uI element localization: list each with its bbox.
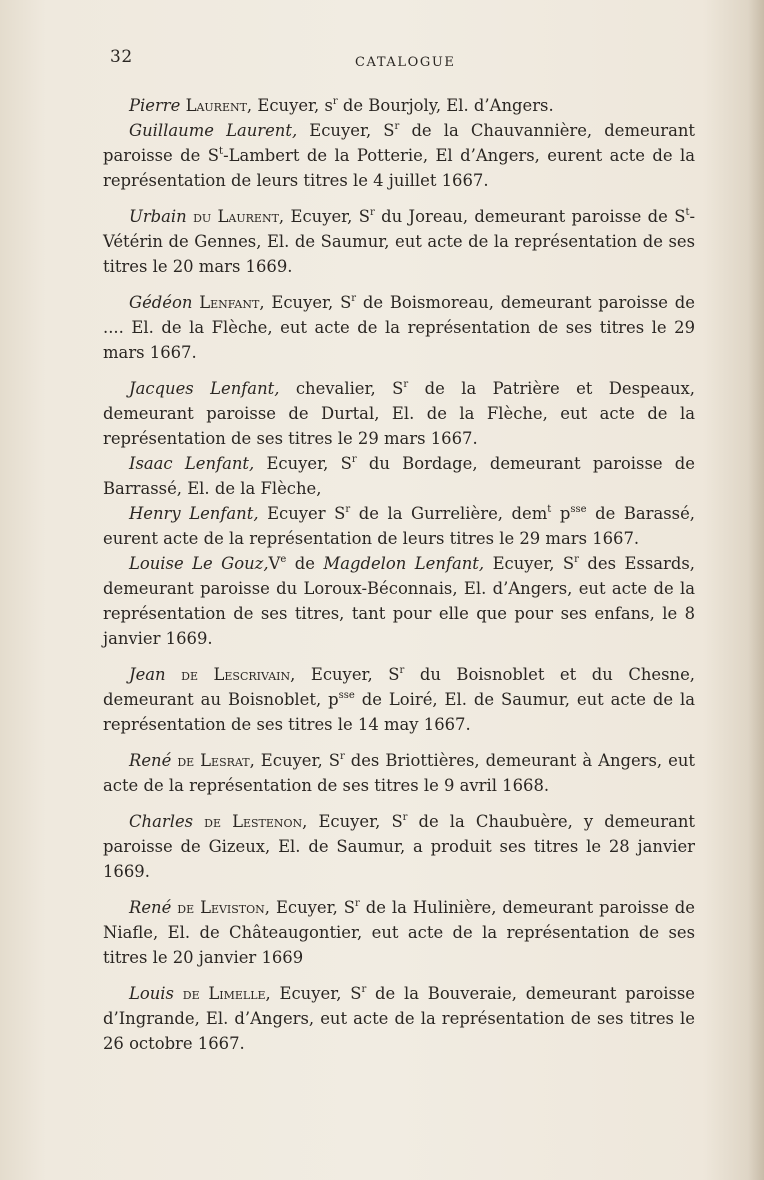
abbrev-sup: r [332, 96, 338, 107]
entry-text: de la Chaubuère, y demeurant paroisse de Gizeux, El. de Saumur, a produit ses titres le 28 janvier 1669. [103, 812, 695, 881]
entry-text: de [286, 554, 324, 573]
abbrev-sup: r [394, 121, 400, 132]
abbrev-sup: r [351, 454, 357, 465]
entry-text: de la Hulinière, demeurant paroisse de Niafle, El. de Châteaugontier, eut acte de la représentation de ses titres le 20 janvier 1669 [103, 898, 695, 967]
surname: Lenfant, [192, 293, 265, 312]
entry-text: des Essards, demeurant paroisse du Loroux-Béconnais, El. d’Angers, eut acte de la représentation de ses titres, tant pour elle que pour ses enfans, le 8 janvier 1669. [103, 554, 695, 648]
person-name: Urbain [129, 207, 187, 226]
abbrev-sup: r [361, 984, 367, 995]
entry-text: Ecuyer, S [270, 898, 356, 917]
abbrev-sup: t [547, 504, 552, 515]
page-edge-shadow [748, 0, 764, 1180]
entry-text: Ecuyer, S [264, 293, 352, 312]
running-head: CATALOGUE [355, 55, 456, 70]
entry-text: des Briottières, demeurant à Angers, eut acte de la représentation de ses titres le 9 avril 1668. [103, 751, 695, 795]
surname: de Lestenon, [193, 812, 308, 831]
entry-text: Ecuyer, S [295, 665, 400, 684]
entry-text: -Lambert de la Potterie, El d’Angers, eurent acte de la représentation de leurs titres le 4 juillet 1667. [103, 146, 695, 190]
abbrev-sup: sse [338, 690, 355, 701]
page-number: 32 [110, 47, 133, 67]
catalogue-text [103, 93, 695, 1056]
entry-text: du Joreau, demeurant paroisse de S [374, 207, 686, 226]
entry-urbain-du-laurent [103, 204, 695, 279]
abbrev-sup: r [355, 898, 360, 909]
entry-text: Ecuyer, S [254, 751, 340, 770]
entry-henry-lenfant [103, 501, 695, 551]
surname: de Limelle, [173, 984, 271, 1003]
person-name: René [129, 898, 172, 917]
entry-text: Ecuyer, S [484, 554, 575, 573]
person-name: Louise Le Gouz, [129, 554, 269, 573]
entry-text: de Loiré, El. de Saumur, eut acte de la représentation de ses titres le 14 may 1667. [103, 690, 695, 734]
person-name: Jean [129, 665, 166, 684]
person-name: Isaac Lenfant, [129, 454, 255, 473]
entry-pierre-laurent [103, 93, 695, 118]
entry-text: -Vétérin de Gennes, El. de Saumur, eut acte de la représentation de ses titres le 20 mars 1669. [103, 207, 696, 276]
surname: Laurent, [185, 96, 253, 115]
person-name: René [129, 751, 172, 770]
entry-text: de Boismoreau, demeurant paroisse de .... El. de la Flèche, eut acte de la représentation de ses titres le 29 mars 1667. [103, 293, 695, 362]
abbrev-sup: r [399, 665, 405, 676]
abbrev-sup: r [402, 812, 408, 823]
person-name: Guillaume Laurent, [129, 121, 298, 140]
abbrev-sup: r [574, 554, 579, 565]
entry-gedeon-lenfant [103, 290, 695, 365]
entry-charles-de-lestenon [103, 809, 695, 884]
entry-text: de la Bouveraie, demeurant paroisse d’Ingrande, El. d’Angers, eut acte de la représentation de ses titres le 26 octobre 1667. [103, 984, 695, 1053]
entry-jean-de-lescrivain [103, 662, 695, 737]
entry-guillaume-laurent [103, 118, 695, 193]
entry-louise-le-gouz [103, 551, 695, 651]
entry-text: Ecuyer, S [297, 121, 395, 140]
entry-text: Ecuyer, S [284, 207, 370, 226]
entry-text: Ecuyer, s [252, 96, 333, 115]
entry-rene-de-leviston [103, 895, 695, 970]
abbrev-sup: e [280, 554, 287, 565]
person-name: Charles [129, 812, 194, 831]
entry-text: p [551, 504, 571, 523]
person-name: Jacques Lenfant, [129, 379, 280, 398]
entry-text: Ecuyer, S [254, 454, 352, 473]
surname: de Leviston, [171, 898, 270, 917]
abbrev-sup: r [370, 207, 375, 218]
abbrev-sup: r [339, 751, 345, 762]
entry-rene-de-lesrat [103, 748, 695, 798]
person-name: Magdelon Lenfant, [323, 554, 485, 573]
person-name: Gédéon [129, 293, 193, 312]
entry-text: Ecuyer, S [270, 984, 362, 1003]
person-name: Louis [129, 984, 174, 1003]
abbrev-sup: t [219, 146, 224, 157]
surname: du Laurent, [186, 207, 285, 226]
entry-text: Ecuyer, S [307, 812, 403, 831]
abbrev-sup: t [685, 207, 690, 218]
entry-text: du Boisnoblet et du Chesne, demeurant au Boisnoblet, p [103, 665, 695, 709]
surname: de Lescrivain, [165, 665, 296, 684]
abbrev-sup: sse [570, 504, 587, 515]
entry-louis-de-limelle [103, 981, 695, 1056]
entry-text: V [268, 554, 281, 573]
entry-isaac-lenfant [103, 451, 695, 501]
person-name: Henry Lenfant, [129, 504, 259, 523]
entry-text: de Bourjoly, El. d’Angers. [337, 96, 554, 115]
entry-text: du Bordage, demeurant paroisse de Barrassé, El. de la Flèche, [103, 454, 695, 498]
entry-text: de la Gurrelière, dem [350, 504, 548, 523]
entry-text: Ecuyer S [258, 504, 346, 523]
abbrev-sup: r [351, 293, 357, 304]
entry-text: de la Patrière et Despeaux, demeurant paroisse de Durtal, El. de la Flèche, eut acte de la représentation de ses titres le 29 mars 1667. [103, 379, 696, 448]
abbrev-sup: r [403, 379, 409, 390]
abbrev-sup: r [345, 504, 351, 515]
entry-text: chevalier, S [279, 379, 404, 398]
surname: de Lesrat, [171, 751, 255, 770]
entry-jacques-lenfant [103, 376, 695, 451]
entry-text: de la Chauvannière, demeurant paroisse de S [103, 121, 695, 165]
entry-text: de Barassé, eurent acte de la représentation de leurs titres le 29 mars 1667. [103, 504, 695, 548]
person-name: Pierre [129, 96, 181, 115]
